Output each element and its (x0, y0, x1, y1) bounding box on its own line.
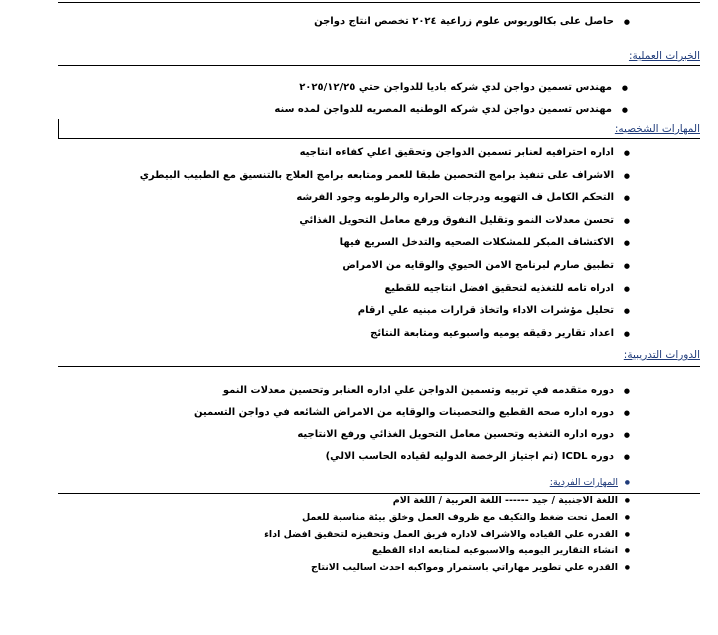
experience-heading: الخبرات العملية: (628, 50, 700, 62)
personal-heading: ● المهارات الفردية: (550, 475, 630, 492)
education-list (314, 11, 630, 33)
list-item: ● اداره احترافيه لعنابر تسمين الدواجن وتحقيق اعلي كفاءه انتاجيه (140, 142, 630, 165)
training-rule (58, 366, 700, 367)
list-item: ● تحليل مؤشرات الاداء واتخاذ قرارات مبنيه علي ارقام (140, 300, 630, 323)
skills-heading: المهارات الشخصيه: (614, 123, 700, 135)
skills-left-border (58, 119, 59, 138)
list-item: ● حاصل على بكالوريوس علوم زراعية ٢٠٢٤ تخصص انتاج دواجن (314, 11, 630, 33)
skills-list (140, 142, 630, 345)
experience-rule (58, 65, 700, 66)
skills-rule (58, 138, 700, 139)
list-item: ● العمل تحت ضغط والتكيف مع ظروف العمل وخلق بيئة مناسبة للعمل (264, 510, 630, 527)
personal-heading-row (550, 475, 630, 492)
list-item: ● دوره اداره صحه القطيع والتحصينات والوقايه من الامراض الشائعه في دواجن التسمين (194, 402, 630, 424)
list-item: ● دوره ICDL (تم اجتياز الرخصة الدوليه لقياده الحاسب الالي) (194, 446, 630, 468)
list-item: ● تطبيق صارم لبرنامج الامن الحيوي والوقايه من الامراض (140, 255, 630, 278)
list-item: ● ادراه تامه للتغذيه لتحقيق افضل انتاجيه للقطيع (140, 278, 630, 301)
list-item: ● الاشراف على تنفيذ برامج التحصين طبقا للعمر ومتابعه برامج العلاج بالتنسيق مع الطبيب البيطري (140, 165, 630, 188)
training-heading: الدورات التدريبية: (623, 349, 700, 361)
top-rule (58, 2, 700, 3)
list-item: ● انشاء التقارير اليوميه والاسبوعيه لمتابعه اداء القطيع (264, 543, 630, 560)
training-list (194, 380, 630, 468)
list-item: ● الاكتشاف المبكر للمشكلات الصحيه والتدخل السريع فيها (140, 232, 630, 255)
list-item: ● مهندس تسمين دواجن لدي شركه باديا للدواجن حتي ٢٠٢٥/١٢/٢٥ (274, 77, 628, 99)
list-item: ● دوره متقدمه في تربيه وتسمين الدواجن علي اداره العنابر وتحسين معدلات النمو (194, 380, 630, 402)
list-item: ● اللغة الاجنبية / جيد ------ اللغة العربية / اللغة الام (264, 493, 630, 510)
list-item: ● القدره علي تطوير مهاراتي باستمرار ومواكبه احدث اساليب الانتاج (264, 560, 630, 577)
list-item: ● التحكم الكامل ف التهويه ودرجات الحراره والرطوبه وجود الفرشه (140, 187, 630, 210)
list-item: ● اعداد تقارير دقيقه يوميه واسبوعيه ومتابعة النتائج (140, 323, 630, 346)
personal-list (264, 493, 630, 577)
list-item: ● القدره علي القياده والاشراف لاداره فريق العمل وتحفيزه لتحقيق افضل اداء (264, 527, 630, 544)
list-item: ● مهندس تسمين دواجن لدي شركه الوطنيه المصريه للدواجن لمده سنه (274, 99, 628, 121)
list-item: ● دوره اداره التغذيه وتحسين معامل التحويل الغذائي ورفع الانتاجيه (194, 424, 630, 446)
experience-list (274, 77, 628, 121)
list-item: ● تحسن معدلات النمو وتقليل النفوق ورفع معامل التحويل الغذائي (140, 210, 630, 233)
